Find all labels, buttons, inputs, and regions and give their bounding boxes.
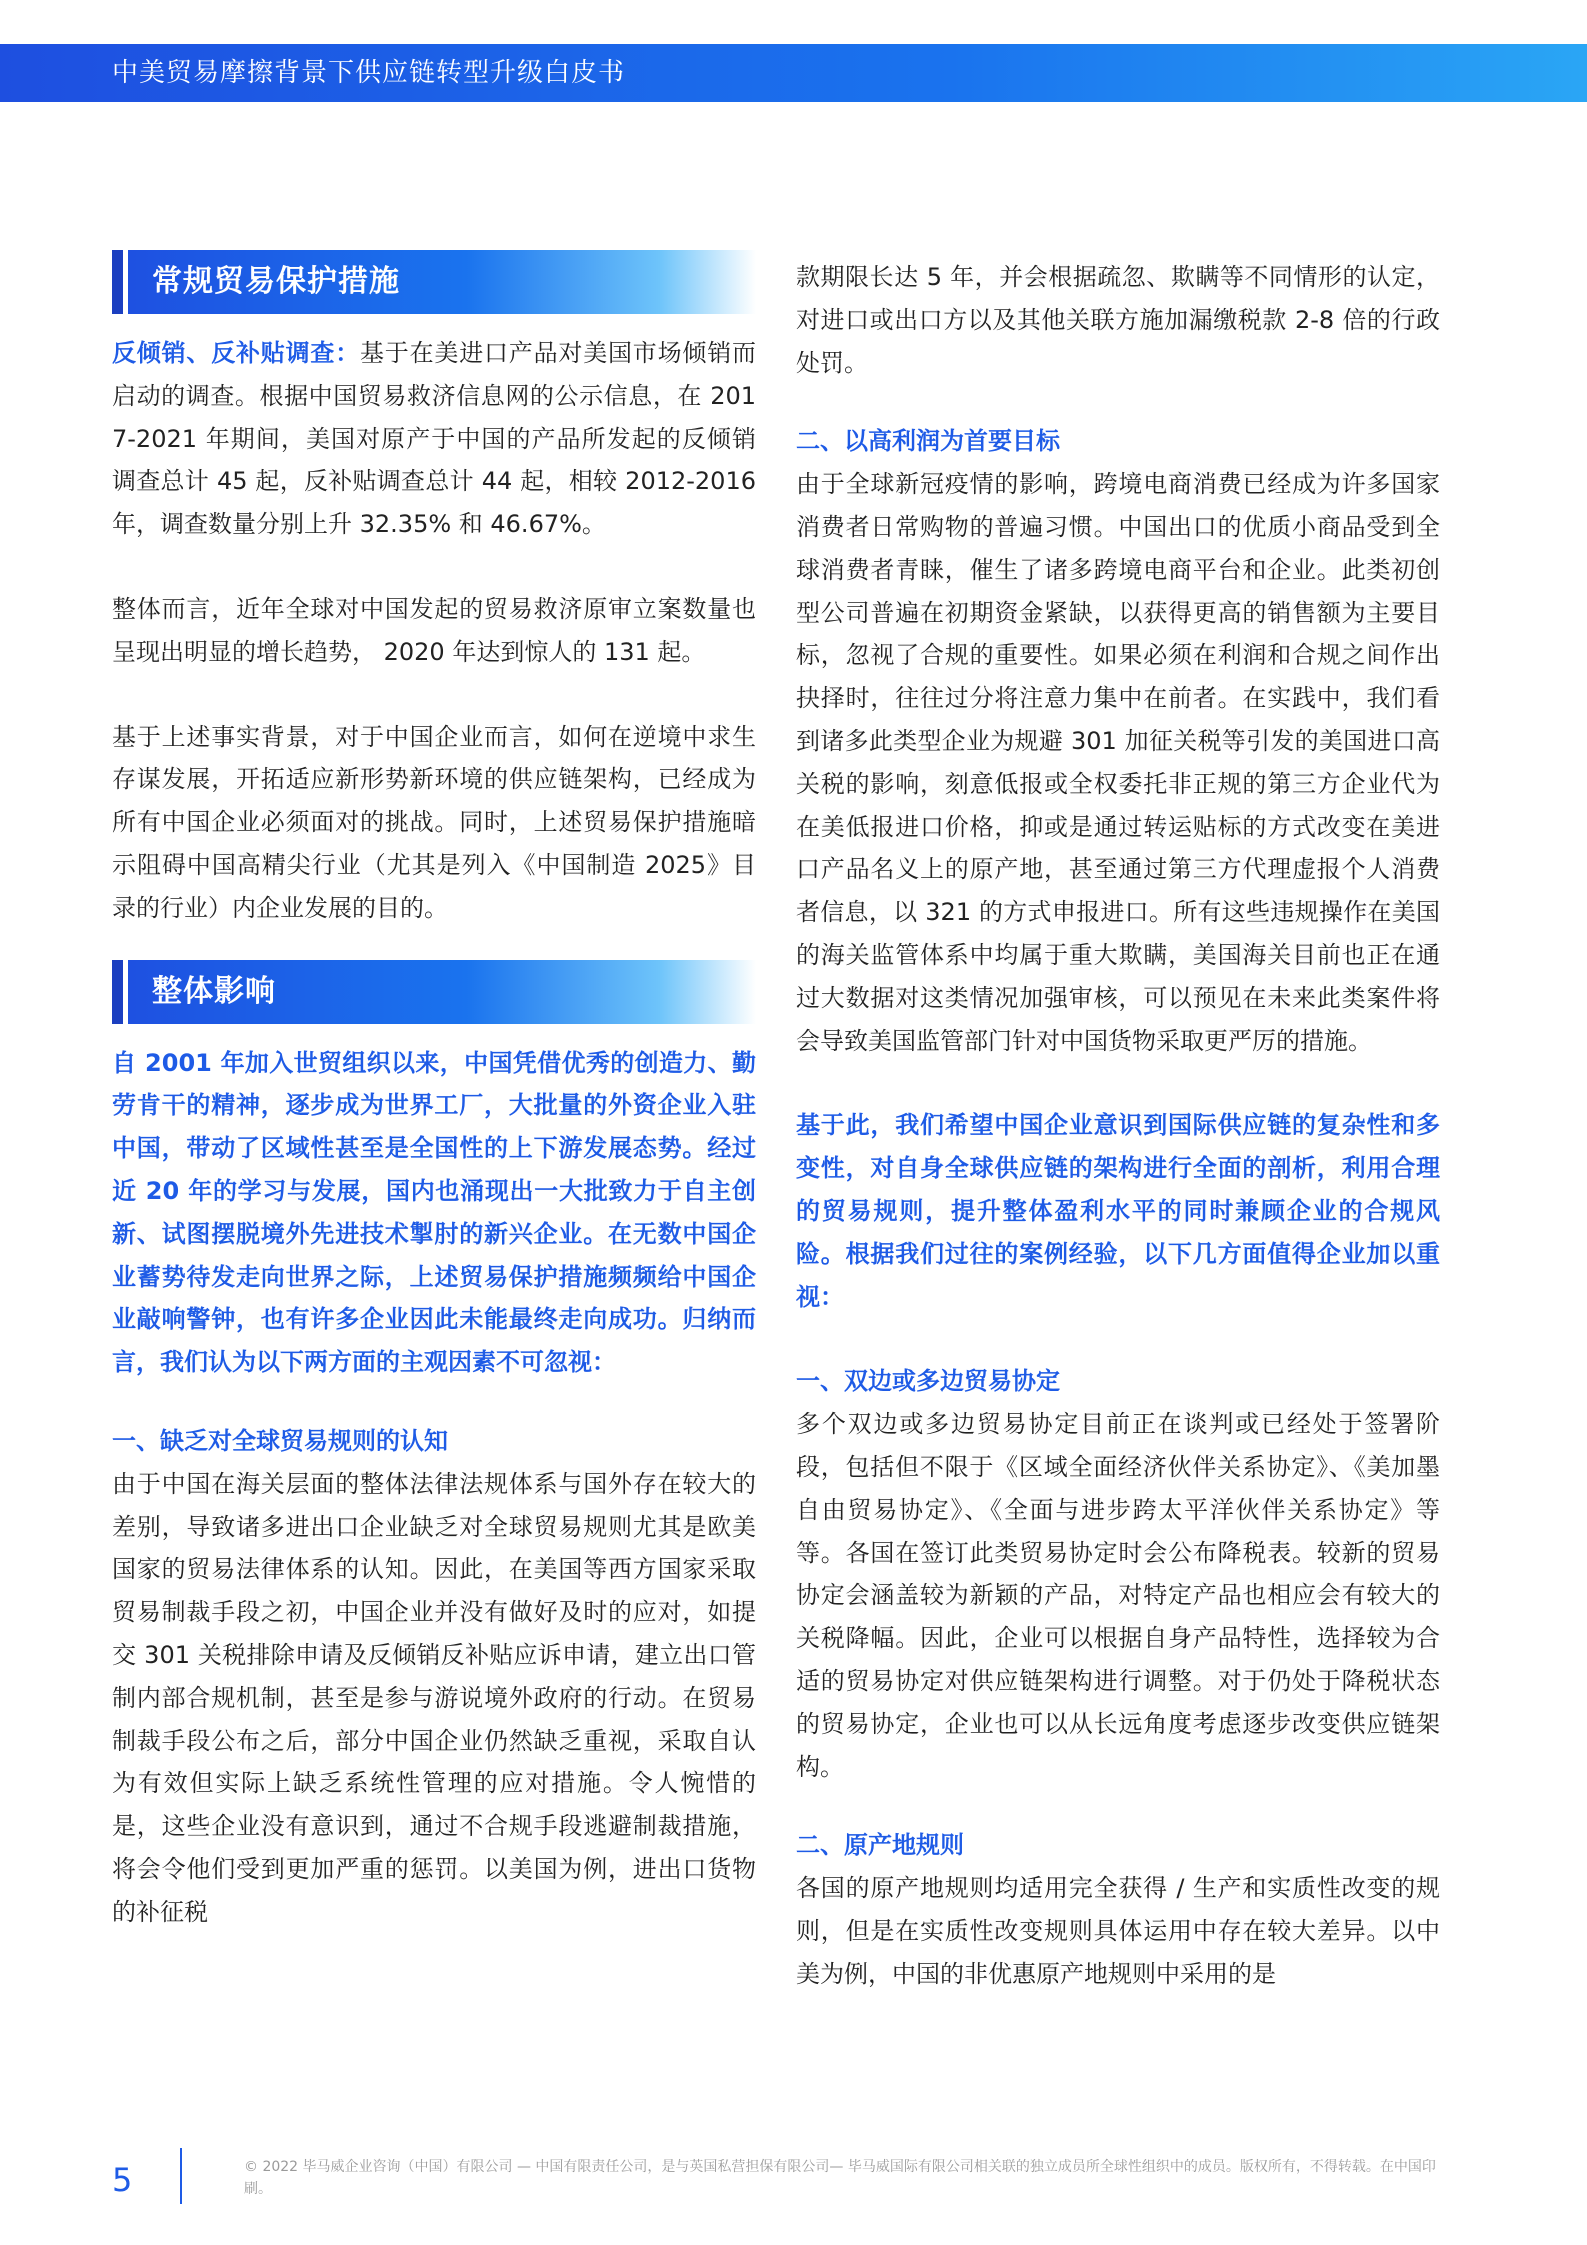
copyright-notice: © 2022 毕马威企业咨询（中国）有限公司 — 中国有限责任公司，是与英国私营担保有限公司— 毕马威国际有限公司相关联的独立成员所全球性组织中的成员。版权所有，不得转载。在中国印刷。 xyxy=(244,2159,1436,2197)
section-marker xyxy=(112,250,123,314)
paragraph-trade-agreements: 多个双边或多边贸易协定目前正在谈判或已经处于签署阶段，包括但不限于《区域全面经济伙伴关系协定》、《美加墨自由贸易协定》、《全面与进步跨太平洋伙伴关系协定》等等。各国在签订此类贸易协定时会公布降税表。较新的贸易协定会涵盖较为新颖的产品，对特定产品也相应会有较大的关税降幅。因此，企业可以根据自身产品特性，选择较为合适的贸易协定对供应链架构进行调整。对于仍处于降税状态的贸易协定，企业也可以从长远角度考虑逐步改变供应链架构。 xyxy=(796,1410,1440,1781)
section-title: 常规贸易保护措施 xyxy=(152,264,400,299)
section-heading-trade-protection xyxy=(112,250,756,314)
subheading-trade-rules: 一、缺乏对全球贸易规则的认知 xyxy=(112,1426,448,1455)
paragraph-high-profit: 由于全球新冠疫情的影响，跨境电商消费已经成为许多国家消费者日常购物的普遍习惯。中国出口的优质小商品受到全球消费者青睐，催生了诸多跨境电商平台和企业。此类初创型公司普遍在初期资金紧缺，以获得更高的销售额为主要目标，忽视了合规的重要性。如果必须在利润和合规之间作出抉择时，往往过分将注意力集中在前者。在实践中，我们看到诸多此类型企业为规避 301 加征关税等引发的美国进口高关税的影响，刻意低报或全权委托非正规的第三方企业代为在美低报进口价格，抑或是通过转运贴标的方式改变在美进口产品名义上的原产地，甚至通过第三方代理虚报个人消费者信息，以 321 的方式申报进口。所有这些违规操作在美国的海关监管体系中均属于重大欺瞒，美国海关目前也正在通过大数据对这类情况加强审核，可以预见在未来此类案件将会导致美国监管部门针对中国货物采取更严厉的措施。 xyxy=(796,470,1440,1055)
right-column xyxy=(796,256,1440,1995)
section-title: 整体影响 xyxy=(152,973,276,1009)
footer-divider xyxy=(180,2148,182,2204)
paragraph-lead: 反倾销、反补贴调查： xyxy=(112,339,360,367)
paragraph-recommendation: 基于此，我们希望中国企业意识到国际供应链的复杂性和多变性，对自身全球供应链的架构进行全面的剖析，利用合理的贸易规则，提升整体盈利水平的同时兼顾企业的合规风险。根据我们过往的案例经验，以下几方面值得企业加以重视： xyxy=(796,1111,1440,1311)
paragraph-origin-rules: 各国的原产地规则均适用完全获得 / 生产和实质性改变的规则，但是在实质性改变规则具体运用中存在较大差异。以中美为例，中国的非优惠原产地规则中采用的是 xyxy=(796,1874,1440,1988)
paragraph-trade-rules: 由于中国在海关层面的整体法律法规体系与国外存在较大的差别，导致诸多进出口企业缺乏对全球贸易规则尤其是欧美国家的贸易法律体系的认知。因此，在美国等西方国家采取贸易制裁手段之初，中国企业并没有做好及时的应对，如提交 301 关税排除申请及反倾销反补贴应诉申请，建立出口管制内部合规机制，甚至是参与游说境外政府的行动。在贸易制裁手段公布之后，部分中国企业仍然缺乏重视，采取自认为有效但实际上缺乏系统性管理的应对措施。令人惋惜的是，这些企业没有意识到，通过不合规手段逃避制裁措施，将会令他们受到更加严重的惩罚。以美国为例，进出口货物的补征税 xyxy=(112,1469,756,1926)
paragraph-penalty: 款期限长达 5 年，并会根据疏忽、欺瞒等不同情形的认定，对进口或出口方以及其他关联方施加漏缴税款 2-8 倍的行政处罚。 xyxy=(796,263,1440,377)
paragraph-background: 基于上述事实背景，对于中国企业而言，如何在逆境中求生存谋发展，开拓适应新形势新环境的供应链架构，已经成为所有中国企业必须面对的挑战。同时，上述贸易保护措施暗示阻碍中国高精尖行业（尤其是列入《中国制造 2025》目录的行业）内企业发展的目的。 xyxy=(112,722,756,922)
section-heading-overall-impact xyxy=(112,960,756,1024)
paragraph-overall-trend: 整体而言，近年全球对中国发起的贸易救济原审立案数量也呈现出明显的增长趋势， 2020 年达到惊人的 131 起。 xyxy=(112,594,756,666)
section-marker xyxy=(112,960,123,1024)
subheading-origin-rules: 二、原产地规则 xyxy=(796,1831,964,1860)
document-title: 中美贸易摩擦背景下供应链转型升级白皮书 xyxy=(112,58,626,88)
subheading-trade-agreements: 一、双边或多边贸易协定 xyxy=(796,1367,1060,1396)
paragraph-wto-intro: 自 2001 年加入世贸组织以来，中国凭借优秀的创造力、勤劳肯干的精神，逐步成为世界工厂，大批量的外资企业入驻中国，带动了区域性甚至是全国性的上下游发展态势。经过近 20 年的学习与发展，国内也涌现出一大批致力于自主创新、试图摆脱境外先进技术掣肘的新兴企业。在无数中国企业蓄势待发走向世界之际，上述贸易保护措施频频给中国企业敲响警钟，也有许多企业因此未能最终走向成功。归纳而言，我们认为以下两方面的主观因素不可忽视： xyxy=(112,1048,756,1377)
left-column xyxy=(112,250,756,1934)
paragraph-body: 基于在美进口产品对美国市场倾销而启动的调查。根据中国贸易救济信息网的公示信息，在 2017-2021 年期间，美国对原产于中国的产品所发起的反倾销调查总计 45 起，反补贴调查总计 44 起，相较 2012-2016 年，调查数量分别上升 32.35% 和 46.67%。 xyxy=(112,339,756,539)
paragraph-antidumping xyxy=(112,332,756,546)
subheading-high-profit: 二、以高利润为首要目标 xyxy=(796,427,1060,456)
page-number: 5 xyxy=(112,2161,133,2199)
